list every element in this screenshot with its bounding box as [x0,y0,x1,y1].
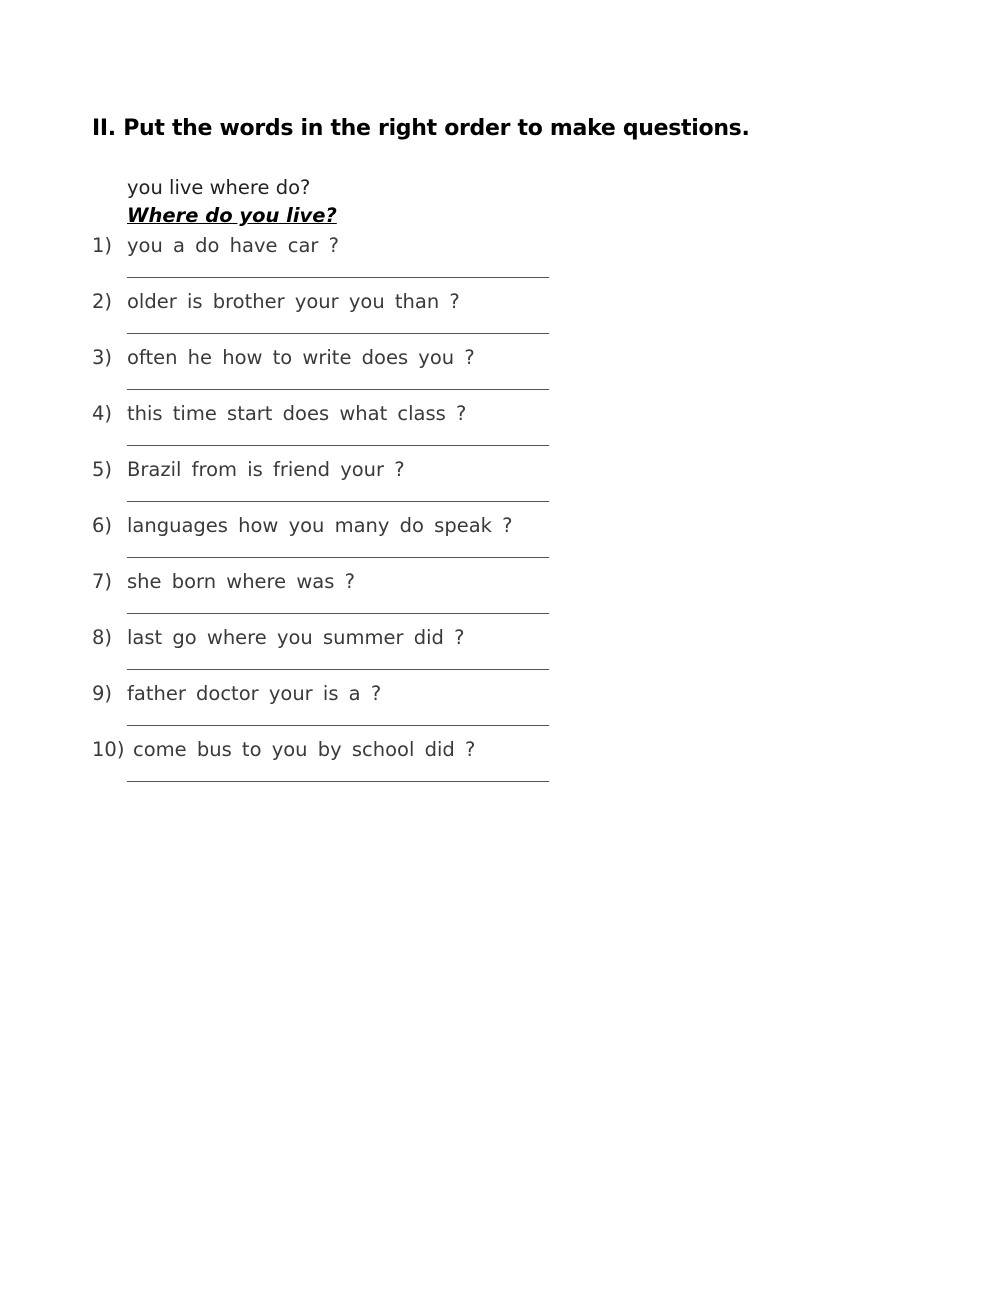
answer-line[interactable] [127,781,549,782]
answer-line[interactable] [127,333,549,334]
question-item-5 [92,458,612,514]
question-item-3 [92,346,612,402]
question-item-1 [92,234,612,290]
question-number: 3) [92,346,113,369]
question-item-9 [92,682,612,738]
question-number: 2) [92,290,113,313]
example-answer: Where do you live? [127,204,337,227]
question-words: often he how to write does you ? [127,346,475,369]
question-words: last go where you summer did ? [127,626,465,649]
question-item-2 [92,290,612,346]
question-item-6 [92,514,612,570]
answer-line[interactable] [127,669,549,670]
question-number: 10) [92,738,125,761]
question-item-4 [92,402,612,458]
question-number: 9) [92,682,113,705]
answer-line[interactable] [127,501,549,502]
answer-line[interactable] [127,277,549,278]
question-words: father doctor your is a ? [127,682,382,705]
question-number: 4) [92,402,113,425]
question-item-8 [92,626,612,682]
question-words: you a do have car ? [127,234,339,257]
question-number: 1) [92,234,113,257]
question-number: 8) [92,626,113,649]
question-words: she born where was ? [127,570,355,593]
answer-line[interactable] [127,389,549,390]
question-words: languages how you many do speak ? [127,514,513,537]
question-words: come bus to you by school did ? [133,738,476,761]
question-item-7 [92,570,612,626]
question-item-10 [92,738,612,794]
exercise-heading: II. Put the words in the right order to make questions. [92,116,750,141]
answer-line[interactable] [127,557,549,558]
answer-line[interactable] [127,445,549,446]
question-number: 5) [92,458,113,481]
answer-line[interactable] [127,725,549,726]
question-words: this time start does what class ? [127,402,467,425]
question-number: 6) [92,514,113,537]
question-words: Brazil from is friend your ? [127,458,405,481]
question-words: older is brother your you than ? [127,290,460,313]
question-number: 7) [92,570,113,593]
answer-line[interactable] [127,613,549,614]
example-prompt: you live where do? [127,176,311,199]
